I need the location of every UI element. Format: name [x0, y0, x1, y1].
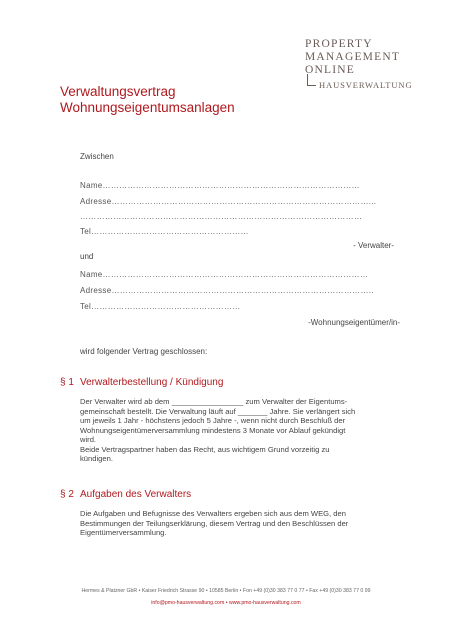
name-line-1: Name………………………………………………………………………………… — [80, 181, 360, 190]
section-1-line: Beide Vertragspartner haben das Recht, aus wichtigem Grund vorzeitig zu — [80, 444, 330, 454]
verwalter-label: - Verwalter- — [353, 241, 394, 250]
tel-line-2: Tel……………………………………………… — [80, 302, 241, 311]
section-1-line: gemeinschaft bestellt. Die Verwaltung läuft auf _______ Jahre. Sie verlängert sich — [80, 406, 356, 416]
tel-line-1: Tel………………………………………………… — [80, 227, 249, 236]
zwischen-label: Zwischen — [80, 152, 114, 161]
section-1-line: Wohnungseigentümerversammlung mindestens 3 Monate vor Ablauf gekündigt — [80, 425, 346, 435]
title-line-1: Verwaltungsvertrag — [60, 84, 176, 99]
und-label: und — [80, 252, 94, 261]
section-1-title: Verwalterbestellung / Kündigung — [80, 377, 224, 388]
section-2-line: Bestimmungen der Teilungserklärung, diesem Vertrag und den Beschlüssen der — [80, 518, 349, 528]
title-line-2: Wohnungseigentumsanlagen — [60, 100, 235, 115]
section-1-line: wird. — [80, 435, 97, 444]
footer-address: Hermes & Platzner GbR • Kaiser Friedrich Strasse 90 • 10585 Berlin • Fon +49 (0)30 383 77 0 77 • Fax +49 (0)30 383 77 0 99 — [81, 588, 371, 594]
footer-links[interactable]: info@pmo-hausverwaltung.com • www.pmo-hausverwaltung.com — [151, 600, 301, 606]
logo-subline — [305, 80, 445, 90]
section-1-line: um jeweils 1 Jahr - höchstens jedoch 5 Jahre -, wenn nicht durch Beschluß der — [80, 416, 346, 425]
document-title — [60, 84, 235, 116]
section-2-number: § 2 — [60, 489, 74, 500]
eigentuemer-label: -Wohnungseigentümer/in- — [308, 318, 400, 327]
adresse-line-1: Adresse…………………………………………………………………………………... — [80, 197, 377, 206]
section-2-line: Eigentümerversammlung. — [80, 528, 167, 537]
section-1-line: kündigen. — [80, 454, 113, 463]
address-continuation-line: ………………………………………………………………………………………… — [80, 212, 363, 221]
adresse-line-2: Adresse………………………………………………………………………………….. — [80, 286, 374, 295]
company-logo — [305, 38, 445, 90]
section-2-body — [80, 509, 405, 538]
section-1-body — [80, 397, 405, 464]
logo-line-1: PROPERTY — [305, 38, 373, 50]
vertrag-geschlossen-text: wird folgender Vertrag geschlossen: — [80, 347, 208, 356]
logo-line-3: ONLINE — [305, 64, 355, 76]
section-2-line: Die Aufgaben und Befugnisse des Verwalters ergeben sich aus dem WEG, den — [80, 509, 346, 518]
logo-bracket-icon — [307, 74, 316, 86]
logo-sub-text: HAUSVERWALTUNG — [319, 80, 413, 90]
section-2-title: Aufgaben des Verwalters — [80, 489, 192, 500]
name-line-2: Name…………………………………………………………………………………… — [80, 270, 369, 279]
logo-line-2: MANAGEMENT — [305, 51, 401, 63]
section-1-line: Der Verwalter wird ab dem _________________ zum Verwalter der Eigentums- — [80, 397, 348, 406]
section-1-number: § 1 — [60, 377, 74, 388]
